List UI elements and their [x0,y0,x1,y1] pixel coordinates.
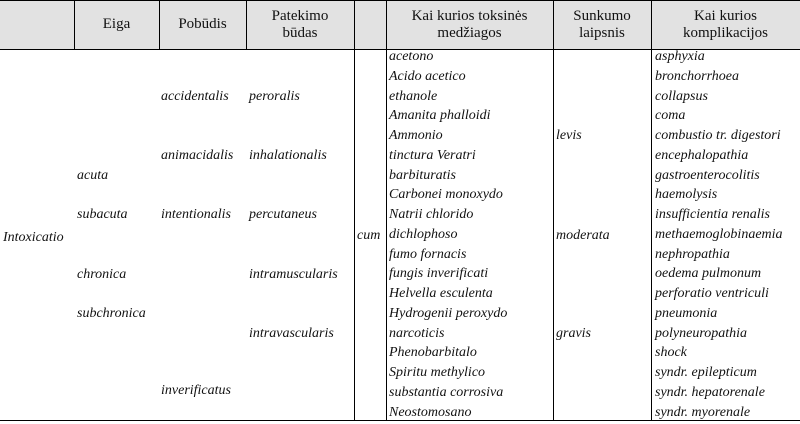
header-komplikacijos: Kai kurios komplikacijos [683,7,768,41]
eiga-item: chronica [77,267,127,282]
toksine-medziaga-item: barbituratis [389,167,456,183]
toksine-medziaga-item: tinctura Veratri [389,147,476,163]
connector-cum: cum [357,228,381,243]
komplikacija-item: shock [655,345,687,361]
header-pobudis: Pobūdis [178,16,227,32]
toksine-medziaga-item: narcoticis [389,325,445,341]
header-eiga: Eiga [102,16,131,32]
pobudis-item: inverificatus [161,383,231,398]
komplikacija-item: gastroenterocolitis [655,167,760,183]
sunkumas-item: gravis [556,326,591,341]
eiga-item: subchronica [77,306,146,321]
toksine-medziaga-item: Ammonio [389,128,443,143]
toksine-medziaga-item: Natrii chlorido [389,207,474,222]
komplikacija-item: encephalopathia [655,147,749,163]
eiga-item: acuta [77,168,109,183]
toksine-medziaga-item: Hydrogenii peroxydo [389,305,508,321]
toksine-medziaga-item: fumo fornacis [389,246,467,262]
sunkumas-item: levis [556,128,582,143]
header-blank [0,0,74,49]
patekimo-budas-item: intravascularis [249,326,334,341]
komplikacija-item: nephropathia [655,246,730,262]
pobudis-item: animacidalis [161,148,234,163]
toksine-medziaga-item: Helvella esculenta [389,286,493,301]
eiga-item: subacuta [77,207,128,222]
pobudis-item: accidentalis [161,89,229,104]
komplikacija-item: polyneuropathia [655,325,748,341]
komplikacija-item: collapsus [655,88,708,104]
pobudis-item: intentionalis [161,207,231,222]
header-toksines-medziagos: Kai kurios toksinės medžiagos [411,7,528,41]
toksine-medziaga-item: dichlophoso [389,226,458,242]
column-divider [651,0,652,420]
toksine-medziaga-item: substantia corrosiva [389,384,504,400]
header-sunkumo-laipsnis: Sunkumo laipsnis [573,7,631,41]
komplikacija-item: syndr. myorenale [655,404,751,420]
komplikacija-item: coma [655,108,686,124]
column-divider [386,0,387,420]
term-intoxicatio: Intoxicatio [3,230,64,245]
toksine-medziaga-item: Acido acetico [389,68,466,84]
patekimo-budas-item: peroralis [249,89,300,104]
toksine-medziaga-item: Amanita phalloidi [389,108,491,124]
column-divider [553,0,554,420]
header-connector-blank [354,0,386,49]
toksine-medziaga-item: ethanole [389,88,438,104]
toksine-medziaga-item: acetono [389,49,434,64]
column-divider [354,0,355,420]
patekimo-budas-item: percutaneus [249,207,317,222]
sunkumas-item: moderata [556,228,610,243]
komplikacija-item: methaemoglobinaemia [655,226,783,242]
komplikacija-item: combustio tr. digestori [655,128,781,143]
toksine-medziaga-item: Phenobarbitalo [389,345,477,361]
komplikacija-item: bronchorrhoea [655,68,739,84]
komplikacija-item: syndr. hepatorenale [655,384,765,400]
komplikacija-item: asphyxia [655,49,705,64]
komplikacija-item: insufficientia renalis [655,207,770,222]
komplikacija-item: perforatio ventriculi [655,286,769,301]
komplikacija-item: syndr. epilepticum [655,365,757,380]
patekimo-budas-item: inhalationalis [249,148,327,163]
komplikacija-item: haemolysis [655,187,718,203]
toksine-medziaga-item: Spiritu methylico [389,365,486,380]
toksine-medziaga-item: Carbonei monoxydo [389,187,503,203]
toksine-medziaga-item: fungis inverificati [389,266,489,282]
toksine-medziaga-item: Neostomosano [389,404,472,420]
komplikacija-item: oedema pulmonum [655,266,762,282]
header-patekimo-budas: Patekimo būdas [271,7,329,41]
komplikacija-item: pneumonia [655,305,718,321]
patekimo-budas-item: intramuscularis [249,267,338,282]
